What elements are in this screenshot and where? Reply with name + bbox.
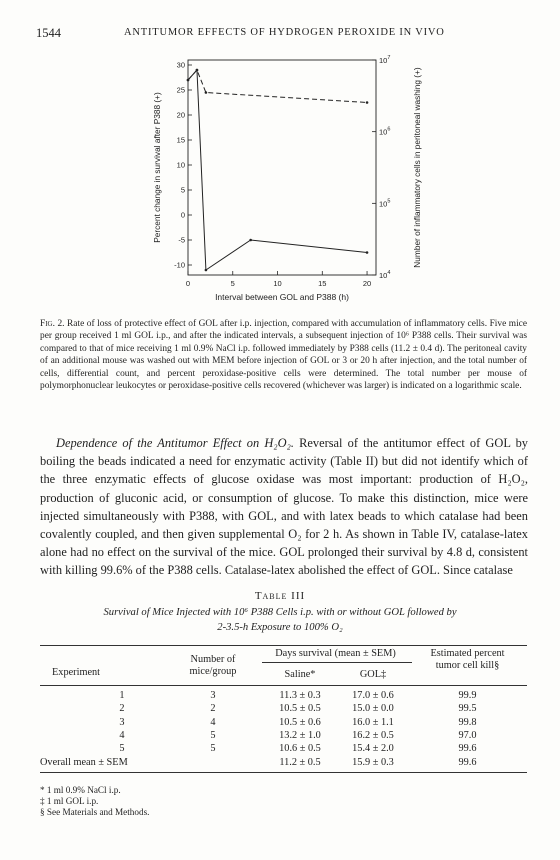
y-left-tick-label: 0 xyxy=(180,210,185,220)
figure-2-chart xyxy=(140,50,430,305)
data-point xyxy=(205,91,208,94)
chart-series xyxy=(187,69,369,272)
table-cell-saline: 11.3 ± 0.3 xyxy=(279,690,321,701)
header-days-survival: Days survival (mean ± SEM) xyxy=(275,648,396,659)
table-cell-experiment: 1 xyxy=(119,690,125,701)
table-cell-kill: 99.9 xyxy=(458,690,477,701)
data-point xyxy=(366,101,369,104)
running-title: ANTITUMOR EFFECTS OF HYDROGEN PEROXIDE IN VIVO xyxy=(124,27,445,38)
y-left-tick-label: 15 xyxy=(176,135,185,145)
figure-caption-text: Rate of loss of protective effect of GOL after i.p. injection, compared with accumulation of inflammatory cells. Five mice per group received 1 ml GOL i.p., and after the indicated intervals, a subsequent injection of 10⁶ P388 cells. Their survival was compared to that of mice receiving 1 ml 0.9% NaCl i.p. followed immediately by P388 cells (11.2 ± 0.4 d). The peritoneal cavity of an additional mouse was washed out with MEM before injection of GOL or 3 or 20 h after injection, and the total number of cells, differential count, and percent peroxidase-positive cells were determined. The total number per mouse of polymorphonuclear leukocytes or peroxidase-positive cells recovered (whichever was larger) is indicated on a logarithmic scale. xyxy=(40,319,527,392)
body-paragraph xyxy=(40,434,528,580)
header-experiment: Experiment xyxy=(52,667,101,678)
table-cell-kill: 97.0 xyxy=(458,729,477,741)
table-caption-line-1: Survival of Mice Injected with 10⁶ P388 Cells i.p. with or without GOL followed by xyxy=(103,607,457,618)
y-right-tick-label: $10^4$ xyxy=(379,270,391,280)
page-number: 1544 xyxy=(36,26,61,40)
footnote: § See Materials and Methods. xyxy=(40,807,150,818)
y-right-axis-label: Number of inflammatory cells in peritoneal washing (+) xyxy=(412,67,422,268)
table-cell-saline: 10.5 ± 0.5 xyxy=(279,703,321,715)
figure-caption xyxy=(40,318,527,392)
footnote: ‡ 1 ml GOL i.p. xyxy=(40,796,99,807)
x-tick-label: 5 xyxy=(230,279,235,288)
y-left-tick-label: 20 xyxy=(176,110,185,120)
table-cell-experiment: 4 xyxy=(119,729,125,741)
table-cell-experiment: 5 xyxy=(119,743,125,755)
header-number: Number of mice/group xyxy=(189,654,237,677)
y-right-tick-label: $10^5$ xyxy=(379,198,391,209)
header-gol: GOL‡ xyxy=(359,669,387,680)
overall-mean-label: Overall mean ± SEM xyxy=(40,756,128,768)
table-cell-experiment: 3 xyxy=(119,716,125,728)
y-left-tick-label: -10 xyxy=(174,260,185,270)
x-axis-label: Interval between GOL and P388 (h) xyxy=(215,292,349,302)
x-tick-label: 10 xyxy=(273,279,282,288)
header-saline: Saline* xyxy=(284,669,316,680)
x-tick-label: 0 xyxy=(185,279,191,288)
plot-frame xyxy=(188,60,376,275)
data-point xyxy=(196,69,199,72)
overall-kill: 99.6 xyxy=(458,756,477,768)
table-cell-gol: 15.4 ± 2.0 xyxy=(352,743,394,755)
x-tick-label: 20 xyxy=(362,279,372,288)
y-right-tick-label: $10^7$ xyxy=(379,55,391,65)
chart-labels xyxy=(152,55,422,302)
data-point xyxy=(366,251,369,254)
y-left-axis-label: Percent change in survival after P388 (+) xyxy=(152,92,162,243)
overall-gol: 15.9 ± 0.3 xyxy=(352,756,394,768)
table-cell-kill: 99.5 xyxy=(458,703,477,715)
y-right-tick-label: $10^6$ xyxy=(379,126,391,137)
table-footnotes xyxy=(40,785,149,819)
table-cell-saline: 10.6 ± 0.5 xyxy=(279,743,321,755)
data-point xyxy=(205,269,208,272)
table-cell-gol: 16.2 ± 0.5 xyxy=(352,729,394,741)
data-point xyxy=(187,79,190,82)
table-bottom-rule xyxy=(40,772,527,773)
table-top-rule xyxy=(40,645,527,646)
table-cell-gol: 17.0 ± 0.6 xyxy=(352,690,394,701)
header-kill: Estimated percent tumor cell kill§ xyxy=(430,648,505,671)
y-left-tick-label: 30 xyxy=(176,60,185,70)
table-cell-number: 2 xyxy=(210,703,216,715)
table-caption-line-2: 2-3.5-h Exposure to 100% O₂ xyxy=(217,622,343,633)
table-caption xyxy=(100,605,460,635)
figure-label: Fig. 2. xyxy=(40,319,65,329)
table-cell-saline: 10.5 ± 0.6 xyxy=(279,716,321,728)
table-cell-number: 5 xyxy=(210,729,216,741)
table-cell-experiment: 2 xyxy=(119,703,125,715)
y-left-tick-label: -5 xyxy=(178,235,185,245)
table-cell-gol: 16.0 ± 1.1 xyxy=(352,716,394,728)
series-line-dashed xyxy=(188,70,367,103)
table-cell-number: 4 xyxy=(210,716,216,728)
chart-axes xyxy=(188,60,376,275)
footnote: * 1 ml 0.9% NaCl i.p. xyxy=(40,785,121,795)
data-point xyxy=(249,239,252,242)
y-left-tick-label: 5 xyxy=(180,185,185,195)
x-tick-label: 15 xyxy=(318,279,327,288)
section-subhead: Dependence of the Antitumor Effect on H₂O₂. xyxy=(56,436,294,450)
header-bottom-rule xyxy=(40,685,527,686)
y-left-tick-label: 25 xyxy=(176,85,185,95)
paragraph-text: Reversal of the antitumor effect of GOL by boiling the beads indicated a need for enzymatic activity (Table II) but did not identify which of the three enzymatic effects of glucose oxidase was most important: production of H₂O₂, production of gluconic acid, or consumption of glucose. To make this distinction, mice were injected simultaneously with P388, with GOL, and with latex beads to which catalase had been covalently coupled, and then given supplemental O₂ for 2 h. As shown in Table IV, catalase-latex alone had no effect on the survival of the mice. GOL prolonged their survival by 4.8 d, consistent with killing 99.6% of the P388 cells. Catalase-latex abolished the effect of GOL. Since catalase xyxy=(40,436,528,578)
overall-saline: 11.2 ± 0.5 xyxy=(279,756,321,768)
table-cell-number: 5 xyxy=(210,743,216,755)
table-title: Table III xyxy=(254,590,306,602)
table-cell-kill: 99.6 xyxy=(458,743,477,755)
table-cell-gol: 15.0 ± 0.0 xyxy=(352,703,394,715)
table-cell-saline: 13.2 ± 1.0 xyxy=(279,729,321,741)
y-left-tick-label: 10 xyxy=(176,160,185,170)
table-cell-kill: 99.8 xyxy=(458,716,477,728)
series-line-solid xyxy=(188,70,367,270)
header-subrule xyxy=(262,662,412,663)
table-cell-number: 3 xyxy=(210,690,216,701)
